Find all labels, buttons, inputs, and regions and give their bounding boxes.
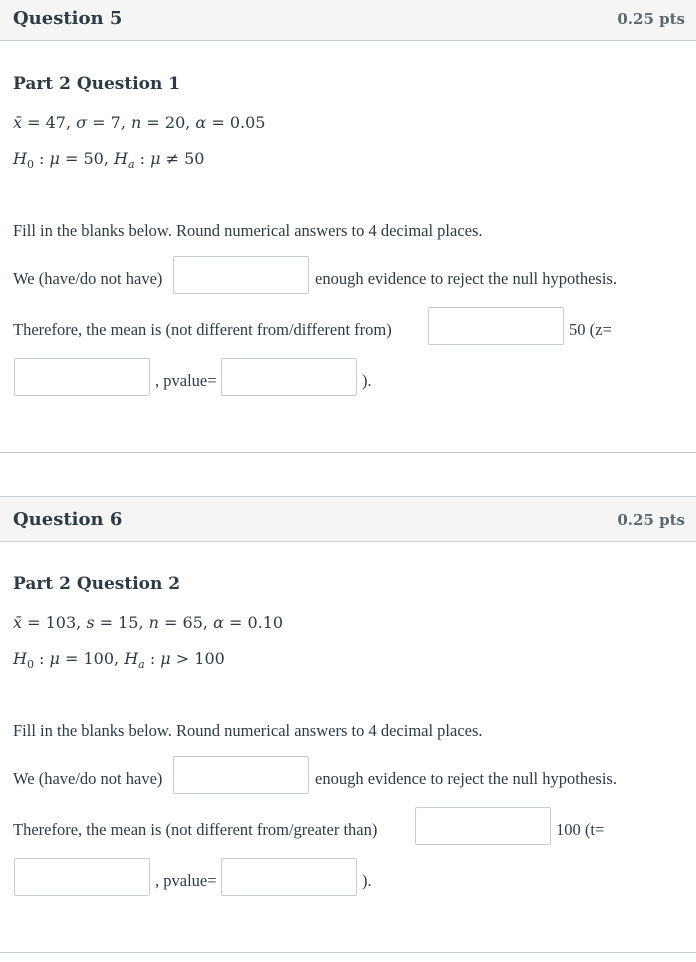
line2-prefix: Therefore, the mean is (not different from/greater than) (13, 820, 378, 839)
answer-blank-2[interactable] (415, 807, 551, 845)
answer-blank-2[interactable] (428, 307, 564, 345)
line1-prefix: We (have/do not have) (13, 269, 163, 288)
ha-symbol: > (175, 649, 190, 668)
question-title: Question 5 (13, 8, 123, 29)
spread-value: 15 (118, 613, 139, 632)
line2-suffix: 50 (z= (569, 320, 612, 339)
spread-symbol: σ (76, 113, 88, 132)
line3-suffix: ). (362, 871, 372, 890)
h0-value: 100 (83, 649, 115, 668)
question-header (0, 0, 696, 41)
answer-blank-1[interactable] (173, 256, 309, 294)
answer-blank-1[interactable] (173, 756, 309, 794)
answer-blank-4[interactable] (221, 858, 357, 896)
given-values: x̄ = 47, σ = 7, n = 20, α = 0.05 (13, 113, 266, 132)
n-value: 65 (182, 613, 203, 632)
answer-blank-3[interactable] (14, 858, 150, 896)
alpha-value: 0.10 (247, 613, 284, 632)
ha-symbol: ≠ (165, 149, 180, 168)
line3-suffix: ). (362, 371, 372, 390)
ha-value: 100 (194, 649, 225, 668)
xbar-value: 47 (45, 113, 66, 132)
n-value: 20 (164, 113, 186, 132)
line2-suffix: 100 (t= (556, 820, 605, 839)
spread-value: 7 (110, 113, 121, 132)
question-6 (0, 496, 696, 954)
question-points: 0.25 pts (617, 10, 685, 28)
ha-value: 50 (184, 149, 205, 168)
line1-suffix: enough evidence to reject the null hypothesis. (315, 269, 617, 288)
line1-prefix: We (have/do not have) (13, 769, 163, 788)
h0-value: 50 (83, 149, 104, 168)
question-divider (0, 452, 696, 453)
answer-blank-3[interactable] (14, 358, 150, 396)
part-title: Part 2 Question 1 (13, 74, 181, 94)
question-header (0, 496, 696, 542)
alpha-value: 0.05 (229, 113, 266, 132)
question-points: 0.25 pts (617, 511, 685, 529)
question-title: Question 6 (13, 509, 123, 530)
part-title: Part 2 Question 2 (13, 574, 181, 594)
hypotheses: $H_0$ : μ = 100, $H_a$ : μ > 100 (13, 649, 225, 672)
instructions: Fill in the blanks below. Round numerical answers to 4 decimal places. (13, 721, 483, 740)
line3-middle: , pvalue= (155, 371, 217, 390)
question-5 (0, 0, 696, 453)
line3-middle: , pvalue= (155, 871, 217, 890)
spread-symbol: s (86, 613, 95, 632)
line1-suffix: enough evidence to reject the null hypothesis. (315, 769, 617, 788)
question-divider (0, 952, 696, 953)
xbar-value: 103 (45, 613, 77, 632)
answer-blank-4[interactable] (221, 358, 357, 396)
line2-prefix: Therefore, the mean is (not different from/different from) (13, 320, 392, 339)
hypotheses: $H_0$ : μ = 50, $H_a$ : μ ≠ 50 (13, 149, 205, 172)
instructions: Fill in the blanks below. Round numerical answers to 4 decimal places. (13, 221, 483, 240)
given-values: x̄ = 103, s = 15, n = 65, α = 0.10 (13, 613, 284, 632)
